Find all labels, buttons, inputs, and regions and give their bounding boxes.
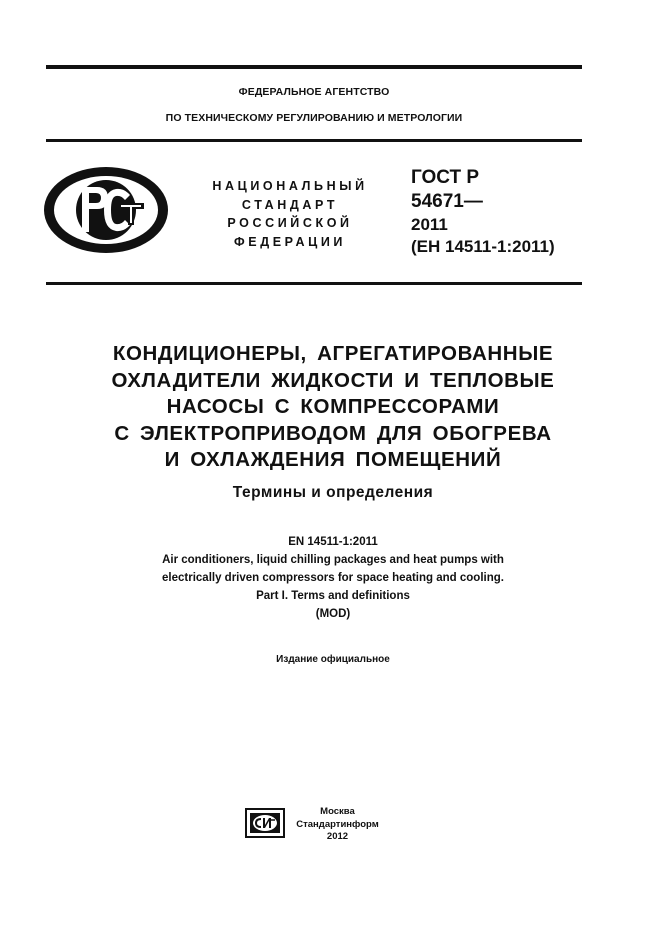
document-title (46, 341, 620, 474)
title-line: И ОХЛАЖДЕНИЯ ПОМЕЩЕНИЙ (164, 448, 502, 471)
agency-name-line1: ФЕДЕРАЛЬНОЕ АГЕНТСТВО (238, 86, 390, 98)
designation-line3: 2011 (411, 215, 448, 234)
title-block-rule (46, 282, 582, 285)
title-line: КОНДИЦИОНЕРЫ, АГРЕГАТИРОВАННЫЕ (112, 342, 554, 365)
national-standard-line: СТАНДАРТ (241, 197, 339, 212)
title-line: НАСОСЫ С КОМПРЕССОРАМИ (166, 395, 500, 418)
standartinform-logo-icon (245, 808, 285, 838)
english-line: EN 14511-1:2011 (288, 536, 378, 548)
publisher-name: Стандартинформ (296, 818, 379, 830)
english-reference (46, 533, 620, 623)
english-line: Part I. Terms and definitions (256, 590, 410, 602)
header-rule (46, 139, 582, 142)
designation-line1: ГОСТ Р (411, 167, 480, 188)
english-line: electrically driven compressors for space heating and cooling. (162, 572, 504, 584)
english-line: (MOD) (315, 608, 351, 620)
english-line: Air conditioners, liquid chilling packages and heat pumps with (162, 554, 504, 566)
document-subtitle: Термины и определения (232, 484, 434, 501)
standard-designation (411, 166, 555, 258)
title-line: ОХЛАДИТЕЛИ ЖИДКОСТИ И ТЕПЛОВЫЕ (111, 368, 555, 392)
publisher-city: Москва (320, 806, 355, 817)
national-standard-label (195, 177, 385, 251)
top-rule (46, 65, 582, 69)
national-standard-line: РОССИЙСКОЙ (227, 216, 353, 230)
publisher-year: 2012 (326, 831, 349, 842)
agency-name-line2: ПО ТЕХНИЧЕСКОМУ РЕГУЛИРОВАНИЮ И МЕТРОЛОГИИ (165, 112, 463, 124)
designation-line2: 54671— (411, 191, 483, 212)
rst-emblem-icon (42, 165, 170, 255)
designation-line4: (ЕН 14511-1:2011) (411, 237, 555, 256)
national-standard-line: НАЦИОНАЛЬНЫЙ (212, 179, 368, 193)
publisher-info (290, 806, 385, 844)
edition-label: Издание официальное (276, 654, 390, 665)
title-line: С ЭЛЕКТРОПРИВОДОМ ДЛЯ ОБОГРЕВА (114, 421, 552, 445)
national-standard-line: ФЕДЕРАЦИИ (233, 234, 346, 249)
